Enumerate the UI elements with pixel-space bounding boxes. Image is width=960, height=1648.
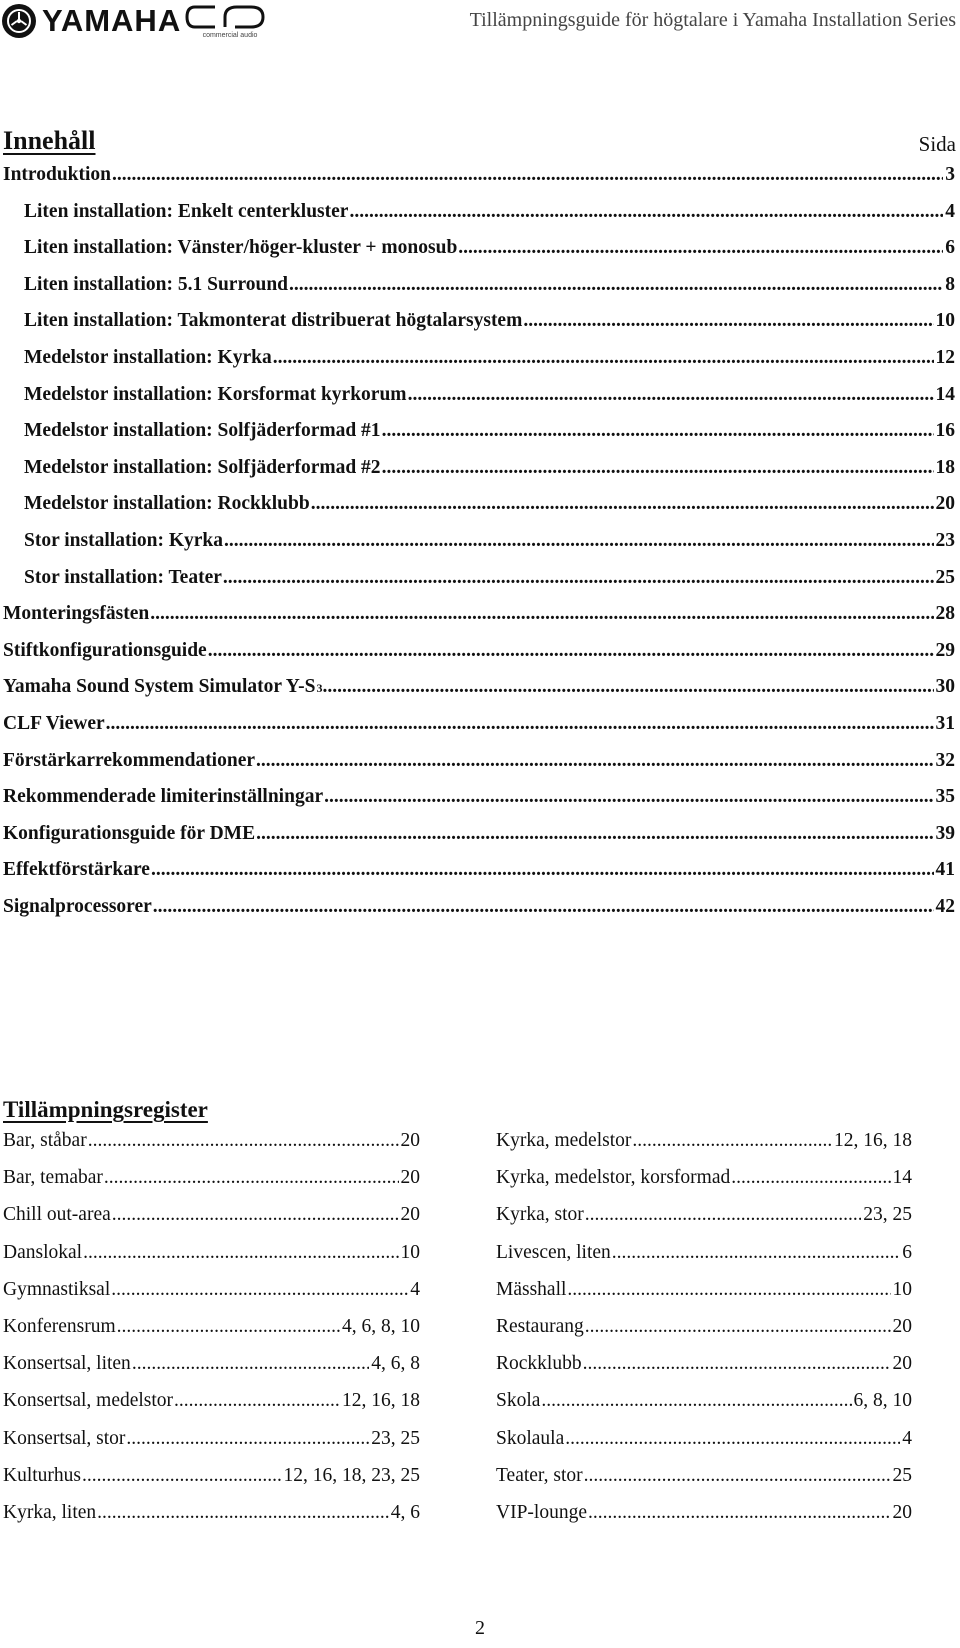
- dot-leader: [117, 1316, 340, 1338]
- dot-leader: [567, 1279, 890, 1301]
- register-entry-label: Konferensrum: [3, 1316, 116, 1337]
- dot-leader: [224, 530, 934, 552]
- register-entry-pages: 10: [892, 1279, 912, 1300]
- register-entry-label: Skola: [496, 1390, 541, 1411]
- commercial-audio-logo: [185, 2, 275, 42]
- register-entry[interactable]: [496, 1204, 912, 1242]
- dot-leader: [83, 1242, 398, 1264]
- register-entry-label: Skolaula: [496, 1428, 565, 1449]
- page-column-heading: Sida: [918, 132, 956, 156]
- toc-entry-page: 35: [935, 786, 955, 807]
- toc-entry[interactable]: [3, 859, 955, 897]
- toc-entry-page: 41: [935, 859, 955, 880]
- toc-entry[interactable]: [24, 201, 955, 239]
- dot-leader: [88, 1130, 399, 1152]
- dot-leader: [289, 274, 943, 296]
- toc-entry-label: Effektförstärkare: [3, 859, 150, 880]
- register-entry-pages: 20: [892, 1502, 912, 1523]
- toc-entry[interactable]: [3, 713, 955, 751]
- toc-entry-page: 14: [935, 384, 955, 405]
- document-title: Tillämpningsguide för högtalare i Yamaha Installation Series: [469, 9, 956, 31]
- register-entry[interactable]: [496, 1242, 912, 1280]
- yamaha-logo: [2, 3, 181, 39]
- register-entry-pages: 20: [400, 1130, 420, 1151]
- toc-entry[interactable]: [24, 457, 955, 495]
- register-entry[interactable]: [3, 1242, 420, 1280]
- toc-entry-label: Förstärkarrekommendationer: [3, 750, 256, 771]
- toc-entry-label: Rekommenderade limiterinställningar: [3, 786, 324, 807]
- toc-entry-label: Medelstor installation: Rockklubb: [24, 493, 310, 514]
- toc-entry[interactable]: [3, 603, 955, 641]
- register-entry-label: Bar, ståbar: [3, 1130, 87, 1151]
- register-entry-pages: 10: [400, 1242, 420, 1263]
- dot-leader: [731, 1167, 890, 1189]
- register-entry-pages: 4, 6: [390, 1502, 420, 1523]
- dot-leader: [112, 164, 943, 186]
- register-entry-pages: 4: [902, 1428, 912, 1449]
- toc-entry-label: Stor installation: Teater: [24, 567, 222, 588]
- dot-leader: [585, 1204, 862, 1226]
- register-entry-pages: 20: [400, 1204, 420, 1225]
- register-entry-label: Konsertsal, stor: [3, 1428, 126, 1449]
- register-entry-pages: 6, 8, 10: [853, 1390, 912, 1411]
- dot-leader: [256, 823, 933, 845]
- toc-entry[interactable]: [3, 896, 955, 934]
- dot-leader: [174, 1390, 340, 1412]
- dot-leader: [588, 1502, 891, 1524]
- toc-entry[interactable]: [3, 640, 955, 678]
- register-entry[interactable]: [3, 1167, 420, 1205]
- dot-leader: [565, 1428, 900, 1450]
- toc-entry-label: Stor installation: Kyrka: [24, 530, 223, 551]
- toc-entry-page: 6: [945, 237, 955, 258]
- register-entry-pages: 23, 25: [371, 1428, 420, 1449]
- dot-leader: [382, 420, 934, 442]
- register-entry[interactable]: [496, 1279, 912, 1317]
- register-entry-label: Teater, stor: [496, 1465, 583, 1486]
- dot-leader: [126, 1428, 369, 1450]
- toc-entry-label: Stiftkonfigurationsguide: [3, 640, 207, 661]
- register-entry[interactable]: [3, 1428, 420, 1466]
- toc-entry-label: Liten installation: 5.1 Surround: [24, 274, 289, 295]
- toc-entry-label: Medelstor installation: Solfjäderformad #2: [24, 457, 381, 478]
- register-entry-pages: 12, 16, 18: [342, 1390, 420, 1411]
- toc-entry-page: 12: [935, 347, 955, 368]
- toc-entry-page: 39: [935, 823, 955, 844]
- toc-entry-page: 25: [935, 567, 955, 588]
- brand-wordmark: YAMAHA: [42, 3, 182, 38]
- register-entry-pages: 4, 6, 8: [371, 1353, 420, 1374]
- toc-entry-label: Liten installation: Enkelt centerkluster: [24, 201, 349, 222]
- register-entry-label: Chill out-area: [3, 1204, 111, 1225]
- toc-entry-label: Liten installation: Takmonterat distribuerat högtalarsystem: [24, 310, 523, 331]
- dot-leader: [458, 237, 943, 259]
- register-heading: Tillämpningsregister: [3, 1097, 208, 1122]
- toc-entry[interactable]: [3, 750, 955, 788]
- dot-leader: [151, 859, 934, 881]
- dot-leader: [585, 1316, 891, 1338]
- dot-leader: [208, 640, 934, 662]
- register-entry[interactable]: [3, 1279, 420, 1317]
- register-entry-label: VIP-lounge: [496, 1502, 587, 1523]
- toc-entry[interactable]: [3, 164, 955, 202]
- toc-entry-page: 29: [935, 640, 955, 661]
- register-entry[interactable]: [496, 1130, 912, 1168]
- register-entry[interactable]: [3, 1390, 420, 1428]
- register-entry[interactable]: [496, 1465, 912, 1503]
- toc-entry-label: Yamaha Sound System Simulator Y-S: [3, 676, 316, 697]
- register-entry-pages: 14: [892, 1167, 912, 1188]
- register-entry-label: Mässhall: [496, 1279, 567, 1300]
- register-entry-label: Kyrka, medelstor: [496, 1130, 632, 1151]
- dot-leader: [111, 1279, 408, 1301]
- register-entry-label: Rockklubb: [496, 1353, 582, 1374]
- dot-leader: [322, 676, 933, 698]
- toc-entry-page: 18: [935, 457, 955, 478]
- register-entry[interactable]: [3, 1316, 420, 1354]
- register-entry[interactable]: [3, 1502, 420, 1540]
- register-entry-label: Konsertsal, liten: [3, 1353, 131, 1374]
- dot-leader: [82, 1465, 282, 1487]
- register-entry-pages: 6: [902, 1242, 912, 1263]
- toc-entry-page: 10: [935, 310, 955, 331]
- toc-entry-page: 28: [935, 603, 955, 624]
- register-entry-label: Konsertsal, medelstor: [3, 1390, 174, 1411]
- dot-leader: [612, 1242, 900, 1264]
- dot-leader: [106, 713, 934, 735]
- toc-entry-page: 8: [945, 274, 955, 295]
- toc-entry-page: 30: [935, 676, 955, 697]
- dot-leader: [541, 1390, 851, 1412]
- toc-entry[interactable]: [24, 493, 955, 531]
- toc-entry[interactable]: [24, 384, 955, 422]
- register-entry-pages: 20: [892, 1316, 912, 1337]
- register-entry[interactable]: [496, 1428, 912, 1466]
- toc-entry-page: 16: [935, 420, 955, 441]
- dot-leader: [104, 1167, 399, 1189]
- register-entry-label: Kulturhus: [3, 1465, 81, 1486]
- toc-entry-label: Monteringsfästen: [3, 603, 150, 624]
- dot-leader: [256, 750, 933, 772]
- register-entry[interactable]: [496, 1502, 912, 1540]
- register-entry[interactable]: [496, 1353, 912, 1391]
- toc-entry[interactable]: [3, 823, 955, 861]
- register-entry-label: Danslokal: [3, 1242, 83, 1263]
- toc-entry-label: Signalprocessorer: [3, 896, 152, 917]
- toc-entry[interactable]: [24, 420, 955, 458]
- toc-entry[interactable]: Yamaha Sound System Simulator Y-S 3 ..... 30: [3, 676, 955, 714]
- toc-entry[interactable]: [24, 347, 955, 385]
- dot-leader: [132, 1353, 369, 1375]
- register-entry[interactable]: [3, 1204, 420, 1242]
- toc-entry-page: 42: [935, 896, 955, 917]
- dot-leader: [632, 1130, 832, 1152]
- register-entry[interactable]: [496, 1167, 912, 1205]
- dot-leader: [349, 201, 943, 223]
- register-entry-pages: 25: [892, 1465, 912, 1486]
- register-entry-label: Kyrka, stor: [496, 1204, 584, 1225]
- toc-entry[interactable]: [3, 786, 955, 824]
- dot-leader: [583, 1353, 891, 1375]
- toc-entry-page: 3: [945, 164, 955, 185]
- dot-leader: [523, 310, 933, 332]
- dot-leader: [97, 1502, 389, 1524]
- toc-heading: Innehåll: [3, 126, 96, 155]
- register-entry[interactable]: [496, 1316, 912, 1354]
- tuning-forks-icon: [2, 4, 36, 38]
- toc-entry-label: Konfigurationsguide för DME: [3, 823, 256, 844]
- register-entry-label: Bar, temabar: [3, 1167, 103, 1188]
- toc-entry-label: Introduktion: [3, 164, 112, 185]
- register-entry-pages: 20: [400, 1167, 420, 1188]
- toc-entry-page: 23: [935, 530, 955, 551]
- toc-entry[interactable]: [24, 567, 955, 605]
- register-entry-label: Restaurang: [496, 1316, 584, 1337]
- register-entry-label: Kyrka, liten: [3, 1502, 97, 1523]
- register-entry[interactable]: [3, 1130, 420, 1168]
- toc-entry-label: Liten installation: Vänster/höger-kluster + monosub: [24, 237, 458, 258]
- dot-leader: [150, 603, 933, 625]
- register-entry-label: Kyrka, medelstor, korsformad: [496, 1167, 731, 1188]
- page-number: 2: [475, 1617, 485, 1639]
- toc-entry-page: 31: [935, 713, 955, 734]
- register-entry-label: Gymnastiksal: [3, 1279, 111, 1300]
- register-entry-pages: 23, 25: [863, 1204, 912, 1225]
- register-entry-pages: 4: [410, 1279, 420, 1300]
- toc-entry[interactable]: [24, 274, 955, 312]
- toc-entry[interactable]: [24, 310, 955, 348]
- register-entry-pages: 4, 6, 8, 10: [342, 1316, 420, 1337]
- toc-entry-label: Medelstor installation: Korsformat kyrkorum: [24, 384, 407, 405]
- toc-entry[interactable]: [24, 237, 955, 275]
- dot-leader: [223, 567, 934, 589]
- toc-entry[interactable]: [24, 530, 955, 568]
- dot-leader: [273, 347, 934, 369]
- register-entry-pages: 12, 16, 18, 23, 25: [283, 1465, 420, 1486]
- dot-leader: [153, 896, 934, 918]
- page-header: [0, 0, 960, 44]
- dot-leader: [324, 786, 933, 808]
- dot-leader: [311, 493, 934, 515]
- toc-entry-page: 20: [935, 493, 955, 514]
- register-entry[interactable]: [3, 1353, 420, 1391]
- toc-entry-label: CLF Viewer: [3, 713, 105, 734]
- toc-entry-page: 4: [945, 201, 955, 222]
- toc-entry-page: 32: [935, 750, 955, 771]
- register-entry-pages: 12, 16, 18: [834, 1130, 912, 1151]
- commercial-audio-text: commercial audio: [202, 32, 258, 39]
- register-entry-pages: 20: [892, 1353, 912, 1374]
- register-entry[interactable]: [3, 1465, 420, 1503]
- register-entry-label: Livescen, liten: [496, 1242, 611, 1263]
- dot-leader: [112, 1204, 399, 1226]
- toc-entry-label: Medelstor installation: Solfjäderformad #1: [24, 420, 381, 441]
- dot-leader: [408, 384, 934, 406]
- dot-leader: [584, 1465, 891, 1487]
- register-entry[interactable]: [496, 1390, 912, 1428]
- toc-entry-label: Medelstor installation: Kyrka: [24, 347, 272, 368]
- dot-leader: [382, 457, 934, 479]
